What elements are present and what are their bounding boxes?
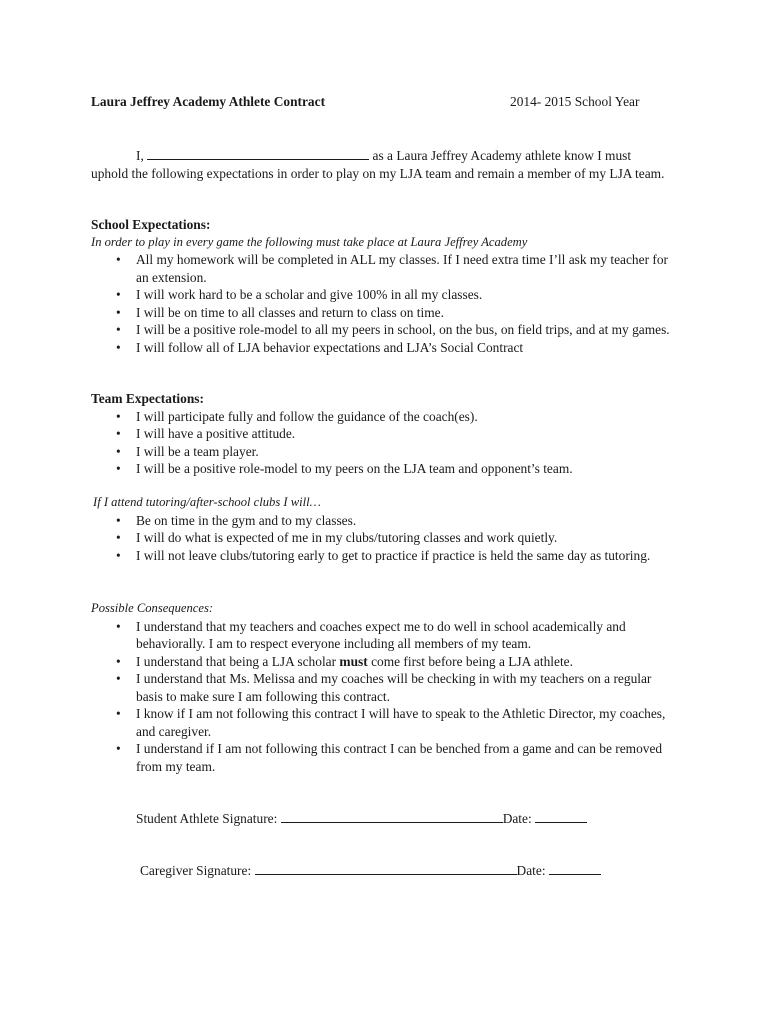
list-item: • I will follow all of LJA behavior expectations and LJA’s Social Contract	[91, 339, 676, 357]
caregiver-signature-field[interactable]	[255, 862, 517, 875]
team-expectations-section	[91, 390, 676, 478]
student-date-label: Date:	[502, 811, 532, 826]
list-item: • I will be on time to all classes and return to class on time.	[91, 304, 676, 322]
team-expectations-list	[91, 408, 676, 478]
list-item: • I will be a positive role-model to my peers on the LJA team and opponent’s team.	[91, 460, 676, 478]
school-expectations-subheading: In order to play in every game the following must take place at Laura Jeffrey Academy	[91, 234, 528, 249]
list-item: • I understand if I am not following this contract I can be benched from a game and can be removed from my team.	[91, 740, 676, 775]
consequences-section	[91, 600, 676, 775]
consequences-heading: Possible Consequences:	[91, 601, 214, 615]
tutoring-list	[91, 512, 678, 565]
list-item: • I understand that Ms. Melissa and my coaches will be checking in with my teachers on a regular basis to make sure I am following this contract.	[91, 670, 676, 705]
name-blank-field[interactable]	[147, 147, 369, 160]
school-expectations-list	[91, 251, 676, 356]
caregiver-date-label: Date:	[516, 863, 546, 878]
school-year: 2014- 2015 School Year	[510, 94, 640, 109]
student-signature-row	[136, 810, 587, 827]
consequence-text: I understand that being a LJA scholar	[136, 653, 337, 669]
caregiver-date-field[interactable]	[549, 862, 601, 875]
list-item: • All my homework will be completed in ALL my classes. If I need extra time I’ll ask my teacher for an extension.	[91, 251, 676, 286]
consequences-list	[91, 618, 676, 776]
caregiver-signature-row	[140, 862, 601, 879]
school-expectations-section	[91, 216, 676, 356]
list-item: • I will participate fully and follow the guidance of the coach(es).	[91, 408, 676, 426]
consequence-text: come first before being a LJA athlete.	[371, 653, 573, 669]
tutoring-section	[93, 494, 678, 564]
intro-prefix: I,	[136, 148, 144, 163]
list-item	[91, 653, 676, 671]
caregiver-signature-label: Caregiver Signature:	[140, 863, 252, 878]
student-date-field[interactable]	[535, 810, 587, 823]
student-signature-field[interactable]	[281, 810, 503, 823]
list-item: • I will not leave clubs/tutoring early to get to practice if practice is held the same day as tutoring.	[91, 547, 678, 565]
list-item: • I understand that my teachers and coaches expect me to do well in school academically and behaviorally. I am to respect everyone including all members of my team.	[91, 618, 676, 653]
list-item: • I will work hard to be a scholar and give 100% in all my classes.	[91, 286, 676, 304]
school-expectations-heading: School Expectations:	[91, 217, 211, 232]
list-item: • I know if I am not following this contract I will have to speak to the Athletic Director, my coaches, and caregiver.	[91, 705, 676, 740]
list-item: • I will have a positive attitude.	[91, 425, 676, 443]
student-signature-label: Student Athlete Signature:	[136, 811, 278, 826]
list-item: • I will do what is expected of me in my clubs/tutoring classes and work quietly.	[91, 529, 678, 547]
intro-text: as a Laura Jeffrey Academy athlete know I must uphold the following expectations in order to play on my LJA team and remain a member of my LJA team.	[91, 148, 665, 181]
list-item: • I will be a team player.	[91, 443, 676, 461]
tutoring-heading: If I attend tutoring/after-school clubs I will…	[93, 495, 321, 509]
document-title: Laura Jeffrey Academy Athlete Contract	[91, 94, 326, 109]
emphasis-must: must	[339, 653, 368, 669]
intro-paragraph	[91, 147, 671, 182]
list-item: • I will be a positive role-model to all my peers in school, on the bus, on field trips, and at my games.	[91, 321, 676, 339]
team-expectations-heading: Team Expectations:	[91, 391, 204, 406]
list-item: • Be on time in the gym and to my classes.	[91, 512, 678, 530]
